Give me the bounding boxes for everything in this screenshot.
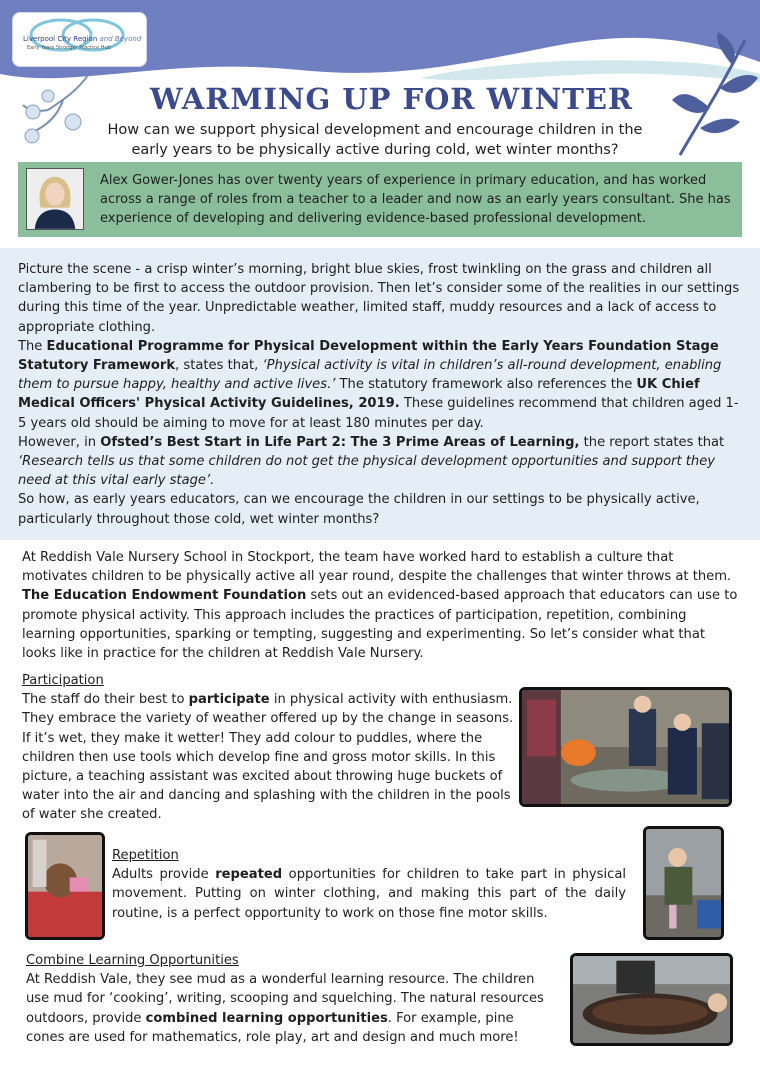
author-photo [26, 168, 84, 230]
child-dressing-photo-icon [28, 835, 102, 937]
page-subtitle: How can we support physical development and encourage children in the early years to be physically active during cold, wet winter months? [107, 122, 643, 158]
participation-photo [519, 687, 732, 807]
repetition-section [112, 846, 626, 923]
repetition-photo-right [643, 826, 724, 940]
puddle-play-photo-icon [522, 690, 729, 804]
page-title: WARMING UP FOR WINTER [150, 82, 634, 116]
combine-photo [570, 953, 733, 1046]
intro-paragraph-3: However, in Ofsted’s Best Start in Life Part 2: The 3 Prime Areas of Learning, the report states that ‘Research tells us that some children do not get the physical development opportunities and support they need at this vital early stage’. [18, 434, 725, 489]
logo-subtitle: Early Years Stronger Practice Hub [27, 45, 111, 51]
repetition-photo-left [25, 832, 105, 940]
hub-logo [12, 12, 147, 67]
participation-section [22, 671, 517, 825]
combine-heading: Combine Learning Opportunities [26, 953, 239, 968]
author-bio-text: Alex Gower-Jones has over twenty years of experience in primary education, and has worked across a range of roles from a teacher to a leader and now as an early years consultant. She has experience of developing and delivering evidence-based professional development. [100, 173, 731, 226]
logo-title: Liverpool City Region and Beyond [23, 35, 142, 43]
combine-text: At Reddish Vale, they see mud as a wonderful learning resource. The children use mud for ‘cooking’, writing, scooping and squelching. The natural resources outdoors, provide combined learning opportunities. For example, pine cones are used for mathematics, role play, art and design and much more! [26, 972, 544, 1045]
repetition-text: Adults provide repeated opportunities for children to take part in physical movement. Putting on winter clothing, and making this part of the daily routine, is a perfect opportunity to work on those fine motor skills. [112, 867, 626, 921]
intro-section [0, 248, 760, 540]
author-bio-box [18, 162, 742, 237]
intro-paragraph-4: So how, as early years educators, can we encourage the children in our settings to be physically active, particularly throughout those cold, wet winter months? [18, 492, 700, 527]
intro-paragraph-2: The Educational Programme for Physical Development within the Early Years Foundation Stage Statutory Framework, states that, ‘Physical activity is vital in children’s all-round development, enabling them to pursue happy, healthy and active lives.’ The statutory framework also references the UK Chief Medical Officers' Physical Activity Guidelines, 2019. These guidelines recommend that children aged 1-5 years old should be aiming to move for at least 180 minutes per day. [18, 338, 739, 431]
participation-heading: Participation [22, 673, 104, 688]
author-portrait-icon [27, 169, 83, 229]
body-paragraph: At Reddish Vale Nursery School in Stockport, the team have worked hard to establish a culture that motivates children to be physically active all year round, despite the challenges that winter throws at them. The Education Endowment Foundation sets out an evidenced-based approach that educators can use to promote physical activity. This approach includes the practices of participation, repetition, combining learning opportunities, sparking or tempting, suggesting and experimenting. So let’s consider what that looks like in practice for the children at Reddish Vale Nursery. [22, 550, 738, 662]
combine-section [26, 951, 556, 1047]
intro-paragraph-1: Picture the scene - a crisp winter’s morning, bright blue skies, frost twinkling on the grass and children all clambering to be first to access the outdoor provision. Then let’s consider some of the realities in our settings during this time of the year. Unpredictable weather, limited staff, muddy resources and a lack of access to appropriate clothing. [18, 262, 740, 335]
child-outdoors-photo-icon [646, 829, 721, 937]
intro-text [18, 260, 744, 529]
participation-text: The staff do their best to participate in physical activity with enthusiasm. They embrace the variety of weather offered up by the change in seasons. If it’s wet, they make it wetter! They add colour to puddles, where the children then use tools which develop fine and gross motor skills. In this picture, a teaching assistant was excited about throwing huge buckets of water into the air and dancing and splashing with the children in the pools of water she created. [22, 692, 514, 823]
repetition-heading: Repetition [112, 848, 179, 863]
mud-kitchen-photo-icon [573, 956, 730, 1043]
leaf-branch-icon [660, 30, 760, 160]
